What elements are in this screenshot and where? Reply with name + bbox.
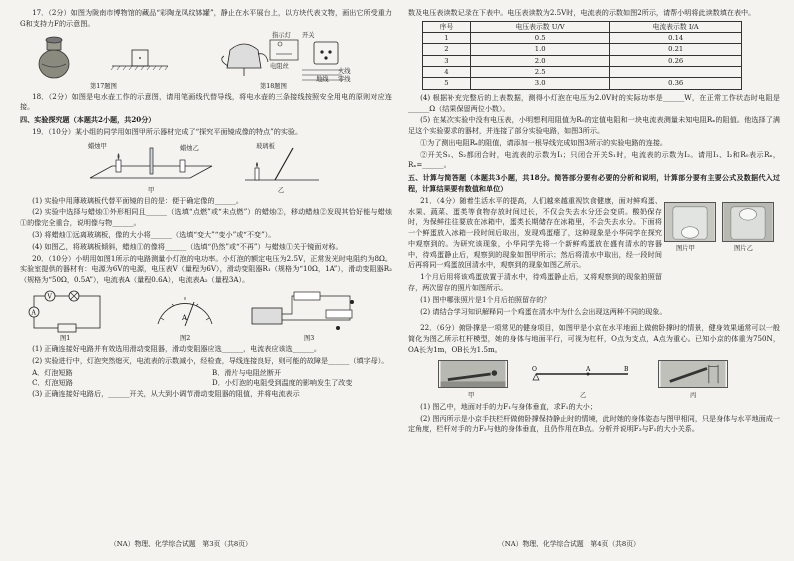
- question-19-2: (2) 实验中选择与蜡烛①外形相同且______（选填“点燃”或“未点燃”）的蜡烛②，移动蜡烛②发现其恰好能与蜡烛①的像完全重合，说明像与物______。: [20, 207, 392, 228]
- option-d: D．小灯泡的电阻受到温度的影响发生了改变: [212, 378, 353, 388]
- question-20-5b: ②开关S₁、S₂都闭合时，电流表的示数为I₁；只闭合开关S₁时，电流表的示数为I₂。请用I₁、I₂和R₀表示Rₓ，Rₓ=______。: [408, 149, 780, 170]
- table-cell: 2.0: [470, 55, 609, 66]
- table-header: 电流表示数 I/A: [610, 21, 742, 32]
- table-row: [423, 33, 742, 44]
- lever-model-yi: [528, 362, 638, 388]
- label-fig-yi-22: 乙: [580, 391, 587, 399]
- table-row: [423, 55, 742, 66]
- svg-text:A: A: [182, 313, 188, 322]
- label-fig2: 图2: [180, 334, 191, 342]
- question-21-1: (1) 图中哪张照片是1个月后拍照留存的？: [420, 294, 551, 304]
- vase-figure: [34, 34, 74, 82]
- label-indicator-light: 指示灯: [272, 31, 291, 39]
- table-cell: 0.36: [610, 78, 742, 89]
- question-22: 22．（6分）俯卧撑是一项常见的健身项目，如图甲是小京在水平地面上做俯卧撑时的情景，健身效果通常可以一般简化为图乙所示杠杆模型，她的身体与地面平行，可视为杠杆，O点为支点，A点为重心。已知小京的体重为750N，OA长为1m，OB长为1.5m。: [408, 323, 780, 354]
- table-cell: 0.5: [470, 33, 609, 44]
- svg-text:B: B: [624, 365, 629, 373]
- egg-photo-jia: [664, 202, 716, 242]
- question-21-2: (2) 请结合学习知识解释同一个鸡蛋在清水中为什么会出现这两种不同的现象。: [420, 306, 667, 316]
- table-cell: 3: [423, 55, 471, 66]
- label-fig-yi: 乙: [278, 186, 285, 194]
- table-header: 序号: [423, 21, 471, 32]
- label-candle-b: 蜡烛乙: [180, 144, 199, 152]
- label-fig-bing-22: 丙: [690, 391, 697, 399]
- left-column: [20, 8, 392, 401]
- options-20: [20, 368, 392, 390]
- table-cell: 4: [423, 67, 471, 78]
- figures-19: [20, 140, 392, 194]
- option-b: B．滑片与电阻丝断开: [212, 367, 282, 377]
- svg-text:A: A: [586, 365, 591, 373]
- question-20-2: (2) 实验进行中，灯泡突然熄灭，电流表的示数减小，经检查，导线连接良好，则可能的故障是______（填字母）。: [32, 355, 389, 365]
- svg-text:V: V: [47, 293, 52, 301]
- question-20-5: (5) 在某次实验中没有电压表，小明想利用阻值为R₀的定值电阻和一块电流表测量未知电阻Rₓ的阻值。他选择了满足这个实验要求的器材，并连接了部分实验电路，如图3所示。: [408, 115, 780, 136]
- table-header: 电压表示数 U/V: [470, 21, 609, 32]
- section-4-heading: 四、实验探究题（本题共2小题，共20分）: [20, 115, 156, 125]
- table-cell: [610, 67, 742, 78]
- pushup-photo-jia: [438, 360, 508, 388]
- caption-fig18: 第18题图: [260, 82, 287, 90]
- footer-left: （NA）物理、化学综合试题 第3页（共8页）: [110, 540, 252, 548]
- question-21-block: [408, 196, 780, 294]
- egg-photo-yi: [722, 202, 774, 242]
- question-20-5a: ①为了测出电阻Rₓ的阻值，请添加一根导线完成如图3所示的实验电路的连接。: [420, 137, 668, 147]
- table-cell: 1.0: [470, 44, 609, 55]
- label-candle-a: 蜡烛甲: [88, 142, 107, 150]
- label-photo-jia: 图片甲: [676, 244, 695, 252]
- figures-17-18: [20, 32, 392, 90]
- block-on-stage-figure: [110, 46, 170, 76]
- svg-text:A: A: [31, 309, 36, 317]
- label-earth-wire: 地线: [316, 75, 329, 83]
- pushup-photo-bing: [658, 360, 728, 388]
- table-cell: 2.5: [470, 67, 609, 78]
- table-cell: 0.14: [610, 33, 742, 44]
- svg-text:O: O: [532, 365, 537, 373]
- label-glass-plate: 玻璃板: [256, 142, 275, 150]
- table-header-row: [423, 21, 742, 32]
- question-17: 17．（2分）如图为陇南市博物馆的藏品“彩陶龙凤纹钵罐”，静止在水平展台上，以方块代表文物，画出它所受重力G和支持力F的示意图。: [20, 8, 392, 28]
- right-column: [408, 8, 780, 436]
- question-20-3: (3) 正确连接好电路后，______开关，从大到小调节滑动变阻器的阻值，并将电流表示: [32, 389, 300, 399]
- label-photo-yi: 图片乙: [734, 244, 753, 252]
- question-20-1: (1) 正确连接好电路并有效选用滑动变阻器，滑动变阻器应选______，电流表应该选______。: [32, 343, 322, 353]
- question-20: 20．（10分）小明用如图1所示的电路测量小灯泡的电功率。小灯泡的额定电压为2.5V，正常发光时电阻约为8Ω。实验室提供的器材有：电源为6V的电源，电压表V（量程为6V），滑动变阻器R₁（规格为“10Ω，1A”），滑动变阻器R₂（规格为“50Ω，0.5A”），电流表A（量程0.6A），电流表A₂（量程3A）。: [20, 253, 392, 285]
- table-row: [423, 78, 742, 89]
- question-19-4: (4) 如图乙，将玻璃板倾斜，蜡烛①的像将______（选填“仍然”或“不再”）与蜡烛①关于镜面对称。: [32, 241, 343, 251]
- measurement-table: [422, 21, 742, 90]
- section-5-heading: 五、计算与简答题（本题共3小题，共18分。简答部分要有必要的分析和说明，计算部分要有主要公式及数据代入过程，计算结果要有数值和单位）: [408, 173, 780, 193]
- question-22-2: (2) 图丙所示是小京手扶栏杆做俯卧撑保持静止时的情境，此时她的身体姿态与图甲相同，只是身体与水平地面成一定角度，栏杆对手的力F₂与他的身体垂直，且仍作用在B点。分析并说明F₂与F₁的大小关系。: [408, 413, 780, 434]
- label-neutral-wire: 零线: [338, 75, 351, 83]
- figures-20: [20, 288, 392, 342]
- table-cell: 0.21: [610, 44, 742, 55]
- question-20-4: (4) 根据补充完整后的上表数据，测得小灯泡在电压为2.0V时的实际功率是______W，在正常工作状态时电阻是______Ω（结果保留两位小数）。: [408, 92, 780, 113]
- table-cell: 1: [423, 33, 471, 44]
- table-row: [423, 44, 742, 55]
- tilted-mirror-figure: [235, 142, 325, 188]
- label-fig3: 图3: [304, 334, 315, 342]
- circuit-diagram-fig1: [28, 290, 108, 334]
- table-cell: 2: [423, 44, 471, 55]
- table-cell: 0.26: [610, 55, 742, 66]
- option-a: A．灯泡短路: [32, 367, 73, 377]
- label-fig-jia: 甲: [148, 186, 155, 194]
- question-21b: 1个月后用将该鸡蛋放置于清水中，待鸡蛋静止后，又将观察到的现象拍照留存，两次留存的照片如图所示。: [408, 272, 662, 293]
- ammeter-dial-fig2: [150, 290, 220, 332]
- table-cell: 3.0: [470, 78, 609, 89]
- question-19-1: (1) 实验中用薄玻璃板代替平面镜的目的是：便于确定像的______。: [32, 195, 243, 205]
- label-switch: 开关: [302, 31, 315, 39]
- question-20-continued: 数及电压表读数记录在下表中。电压表读数为2.5V时，电流表的示数如图2所示，请帮小明将此读数填在表中。: [408, 8, 756, 17]
- question-22-1: (1) 图乙中，地面对手的力F₁与身体垂直，求F₁的大小；: [420, 401, 597, 411]
- question-19-3: (3) 将蜡烛①远离玻璃板，像的大小将______（选填“变大”“变小”或“不变”）。: [32, 230, 276, 240]
- label-fig1: 图1: [60, 334, 71, 342]
- circuit-diagram-fig3: [248, 288, 368, 336]
- label-heating-wire: 电阻丝: [270, 62, 289, 70]
- question-21: 21．（4分）随着生活水平的提高，人们越来越重视饮食健康，面对鲜鸡蛋、水果、蔬菜、蛋类等食物存放时间过长，不仅会失去水分还会变质。酸奶保存时，为保鲜往往要放在冰箱中，蛋类长期储存在冰箱里，不会失去水分。下面将一个鲜蛋放入冰箱一段时间后取出，发现鸡蛋瘪了，这种现象是小华同学在探究中观察到的。为研究该现象，小华同学先将一个新鲜鸡蛋放在盛有清水的容器中，待鸡蛋静止后，观察到的现象如图甲所示；然后将清水中取出，经一段时间后再将同一鸡蛋放回清水中，观察到的现象如图乙所示。: [408, 195, 662, 270]
- label-live-wire: 火线: [338, 67, 351, 75]
- figures-22: [408, 358, 780, 400]
- table-row: [423, 67, 742, 78]
- option-c: C．灯泡短路: [32, 378, 73, 388]
- table-cell: 5: [423, 78, 471, 89]
- caption-fig17: 第17题图: [90, 82, 117, 90]
- label-fig-jia-22: 甲: [468, 391, 475, 399]
- question-19: 19．（10分）某小组的同学用如图甲所示器材完成了“探究平面镜成像的特点”的实验。: [32, 126, 303, 136]
- question-18: 18．（2分）如图是电水壶工作的示意图，请用笔画线代替导线，将电水壶的三条接线按照安全用电的原则对应连接。: [20, 91, 392, 112]
- footer-right: （NA）物理、化学综合试题 第4页（共8页）: [498, 540, 640, 548]
